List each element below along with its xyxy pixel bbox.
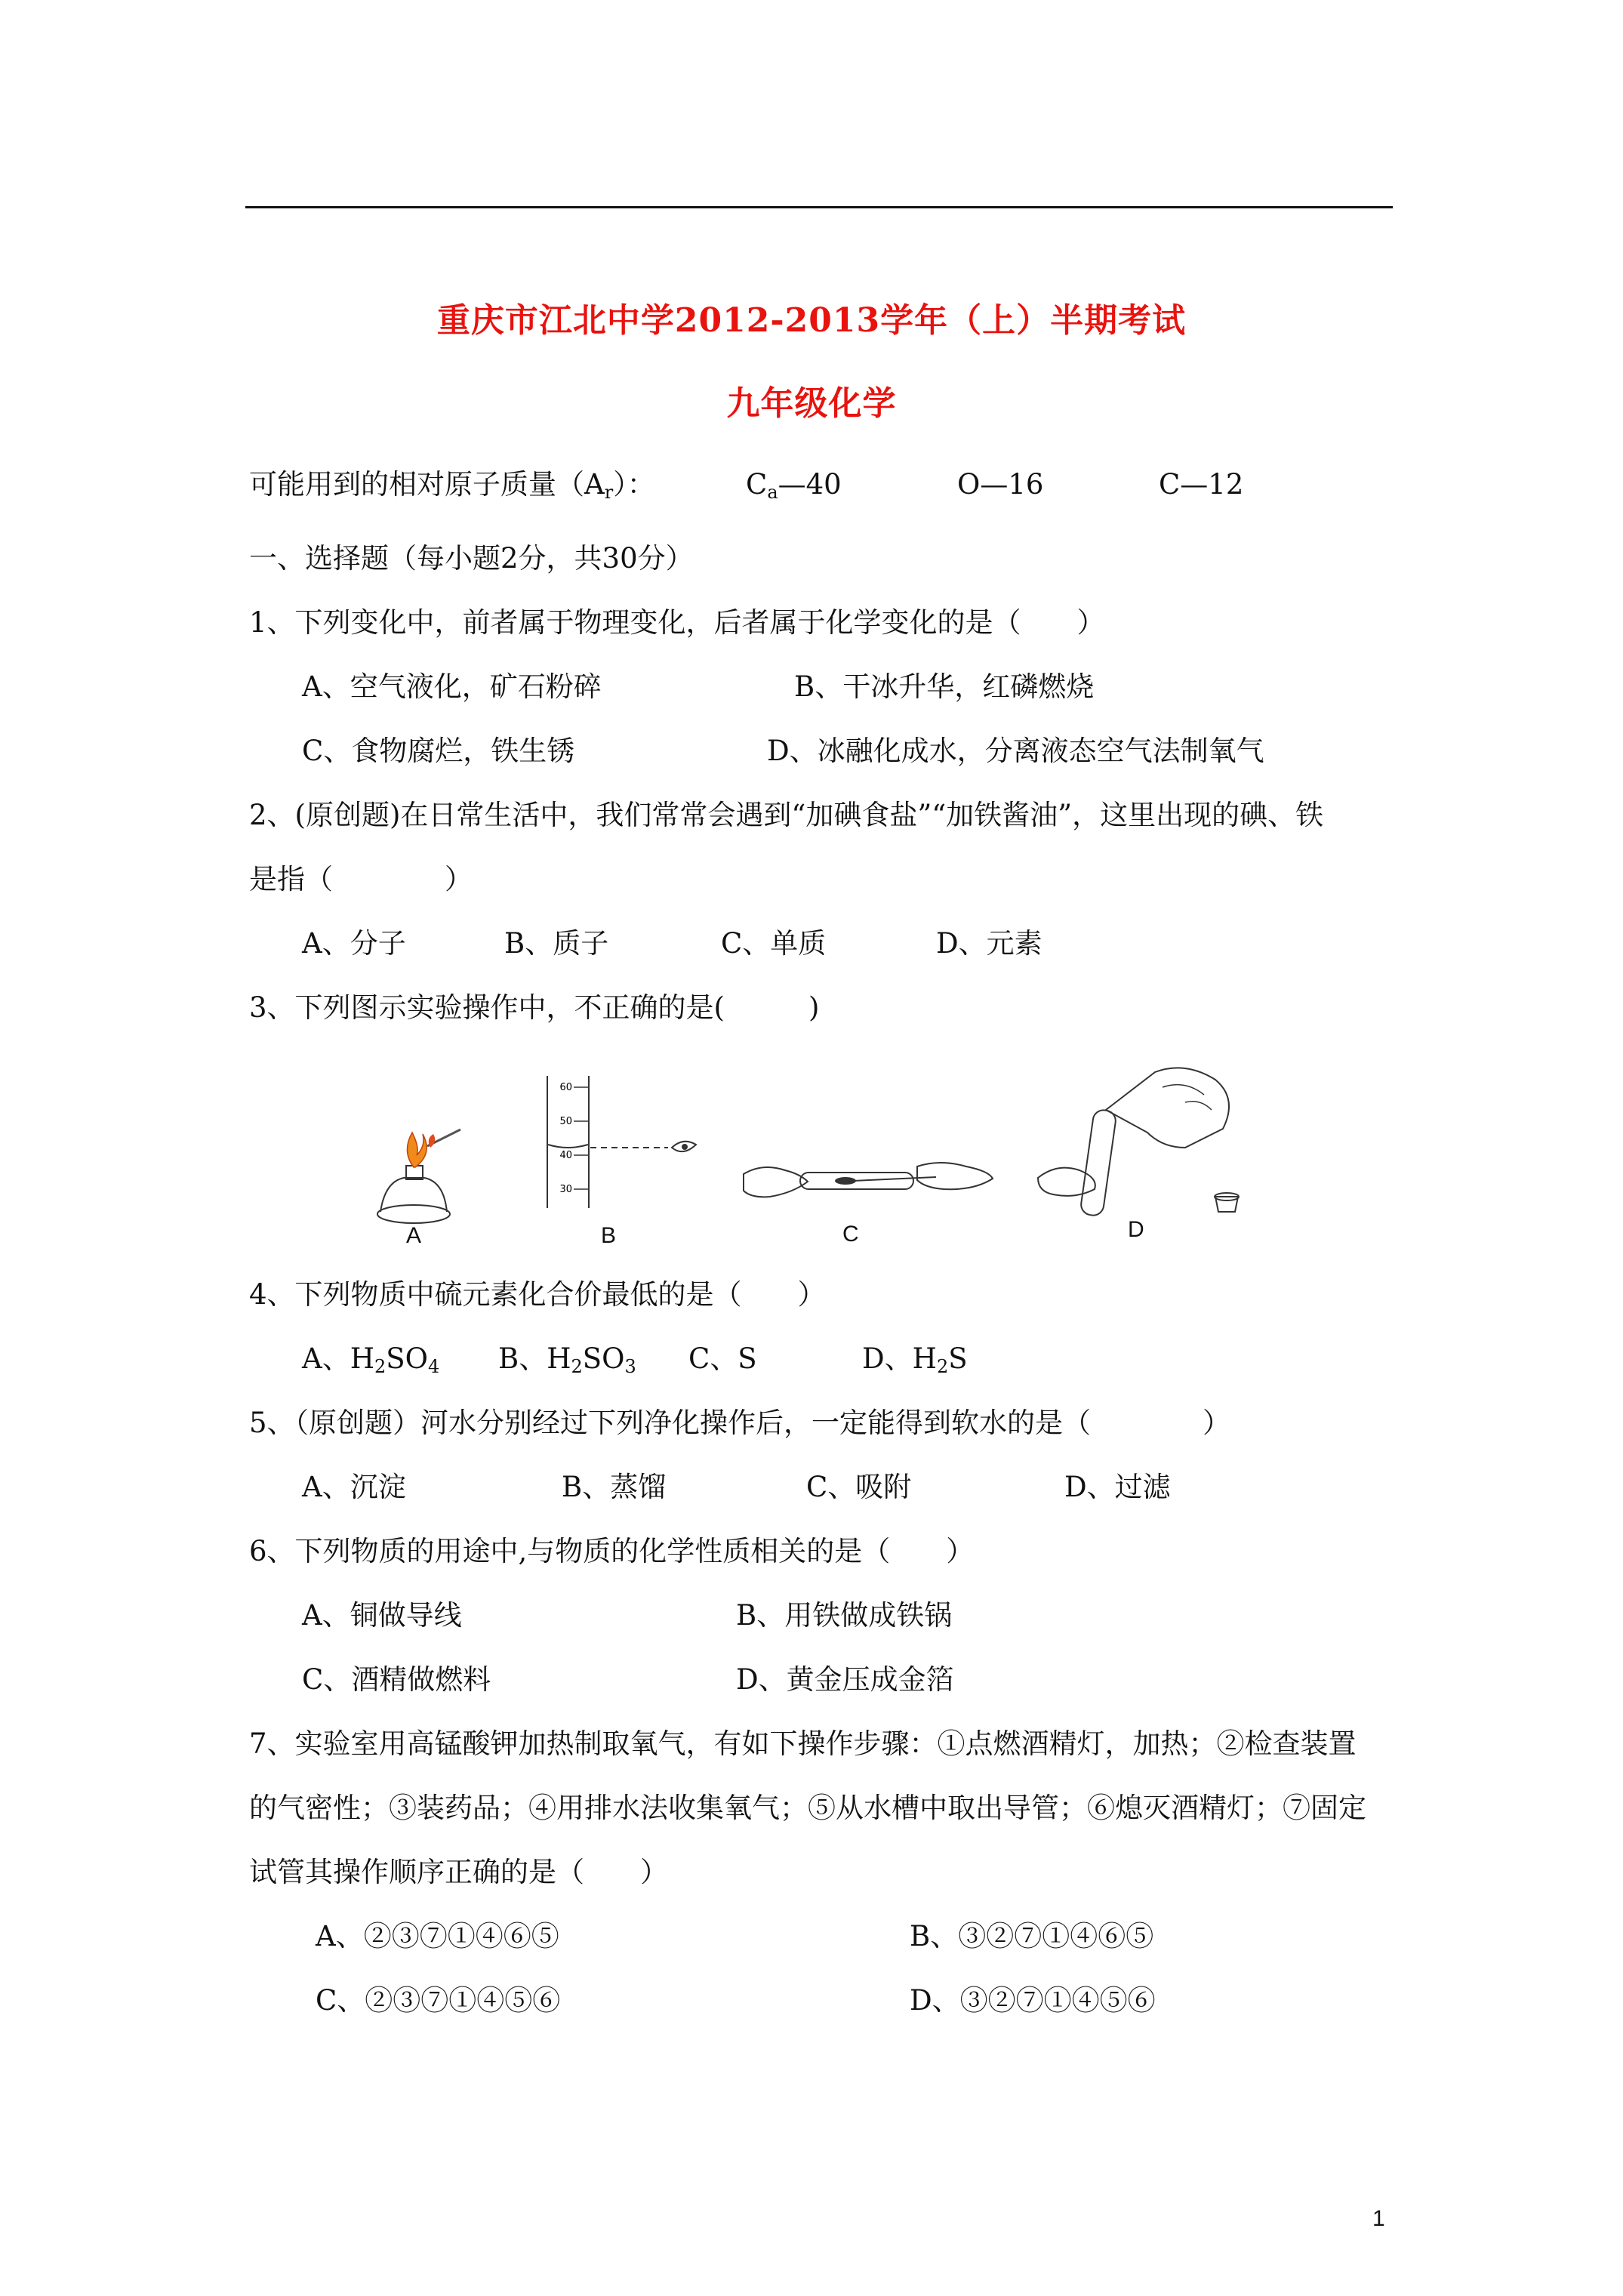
q1-option-c: C、食物腐烂，铁生锈 (302, 735, 575, 767)
q7-option-d: D、③②⑦①④⑤⑥ (910, 1984, 1156, 2017)
q4-b-sub2: 3 (624, 1356, 636, 1377)
figure-b-graduated-cylinder (536, 1072, 710, 1216)
q4-stem: 4、下列物质中硫元素化合价最低的是（ ） (249, 1278, 826, 1311)
figure-a-alcohol-lamp (370, 1117, 468, 1238)
q2-option-a: A、分子 (302, 927, 406, 960)
q2-stem-line2: 是指（ ） (249, 863, 473, 895)
exam-title: 重庆市江北中学2012-2013学年（上）半期考试 (436, 301, 1187, 340)
figure-c-test-tube-horizontal (740, 1144, 996, 1219)
tick-30: 30 (559, 1184, 572, 1195)
q4-a-mid: SO (386, 1342, 428, 1375)
atomic-mass-suffix: ）： (613, 468, 655, 501)
figure-d-pouring-liquid (1034, 1065, 1253, 1231)
atomic-mass-label (249, 468, 655, 509)
q3-stem: 3、下列图示实验操作中，不正确的是( ) (249, 991, 820, 1024)
q7-option-b: B、③②⑦①④⑥⑤ (910, 1920, 1154, 1952)
q5-stem: 5、（原创题）河水分别经过下列净化操作后，一定能得到软水的是（ ） (249, 1407, 1231, 1439)
q4-d-sub: 2 (936, 1356, 949, 1377)
tick-50: 50 (559, 1116, 572, 1127)
page-number: 1 (1372, 2206, 1385, 2231)
q4-b-mid: SO (582, 1342, 625, 1375)
atomic-mass-sub: r (604, 482, 614, 503)
tick-40: 40 (559, 1150, 572, 1161)
q4-a-sub2: 4 (427, 1356, 440, 1377)
q1-option-d: D、冰融化成水，分离液态空气法制氧气 (767, 735, 1264, 767)
q5-option-d: D、过滤 (1064, 1471, 1171, 1503)
figure-c-label: C (842, 1222, 859, 1247)
atomic-mass-c: C—12 (1159, 468, 1244, 501)
q2-option-b: B、质子 (504, 927, 609, 960)
q6-stem: 6、下列物质的用途中,与物质的化学性质相关的是（ ） (249, 1535, 975, 1567)
atomic-mass-ca (746, 468, 842, 509)
q2-option-c: C、单质 (721, 927, 827, 960)
q1-option-b: B、干冰升华，红磷燃烧 (794, 670, 1095, 703)
q7-stem-line3: 试管其操作顺序正确的是（ ） (249, 1856, 668, 1888)
q4-d-prefix: D、H (862, 1342, 937, 1375)
ca-sub: a (767, 482, 778, 503)
q4-option-b (498, 1342, 636, 1383)
q4-b-sub1: 2 (571, 1356, 583, 1377)
tick-60: 60 (559, 1082, 572, 1093)
q7-stem-line1: 7、实验室用高锰酸钾加热制取氧气，有如下操作步骤：①点燃酒精灯，加热；②检查装置 (249, 1727, 1357, 1760)
q6-option-d: D、黄金压成金箔 (736, 1663, 954, 1696)
figure-d-label: D (1128, 1217, 1144, 1242)
q2-stem-line1: 2、(原创题)在日常生活中，我们常常会遇到“加碘食盐”“加铁酱油”，这里出现的碘、铁 (249, 799, 1324, 831)
q4-a-prefix: A、H (302, 1342, 374, 1375)
q1-stem: 1、下列变化中，前者属于物理变化，后者属于化学变化的是（ ） (249, 606, 1105, 639)
section-heading: 一、选择题（每小题2分，共30分） (249, 542, 694, 575)
q4-option-c: C、S (688, 1342, 757, 1375)
figure-b-label: B (601, 1223, 617, 1248)
q5-option-b: B、蒸馏 (562, 1471, 667, 1503)
q7-option-a: A、②③⑦①④⑥⑤ (316, 1920, 559, 1952)
header-rule (245, 206, 1393, 208)
q6-option-c: C、酒精做燃料 (302, 1663, 491, 1696)
atomic-mass-prefix: 可能用到的相对原子质量（A (249, 468, 605, 501)
q4-option-d (862, 1342, 968, 1383)
q7-option-c: C、②③⑦①④⑤⑥ (316, 1984, 561, 2017)
atomic-mass-o: O—16 (957, 468, 1044, 501)
figure-a-label: A (406, 1223, 422, 1248)
q5-option-c: C、吸附 (806, 1471, 912, 1503)
q4-option-a (302, 1342, 439, 1383)
q6-option-a: A、铜做导线 (302, 1599, 462, 1632)
ca-value: —40 (778, 468, 842, 501)
q1-option-a: A、空气液化，矿石粉碎 (302, 670, 602, 703)
q4-b-prefix: B、H (498, 1342, 571, 1375)
exam-subtitle: 九年级化学 (726, 384, 897, 423)
q4-a-sub1: 2 (374, 1356, 387, 1377)
q7-stem-line2: 的气密性；③装药品；④用排水法收集氧气；⑤从水槽中取出导管；⑥熄灭酒精灯；⑦固定 (249, 1792, 1366, 1824)
q4-d-suffix: S (948, 1342, 968, 1375)
q2-option-d: D、元素 (936, 927, 1042, 960)
ca-symbol: C (746, 468, 768, 501)
q5-option-a: A、沉淀 (302, 1471, 406, 1503)
q6-option-b: B、用铁做成铁锅 (736, 1599, 953, 1632)
